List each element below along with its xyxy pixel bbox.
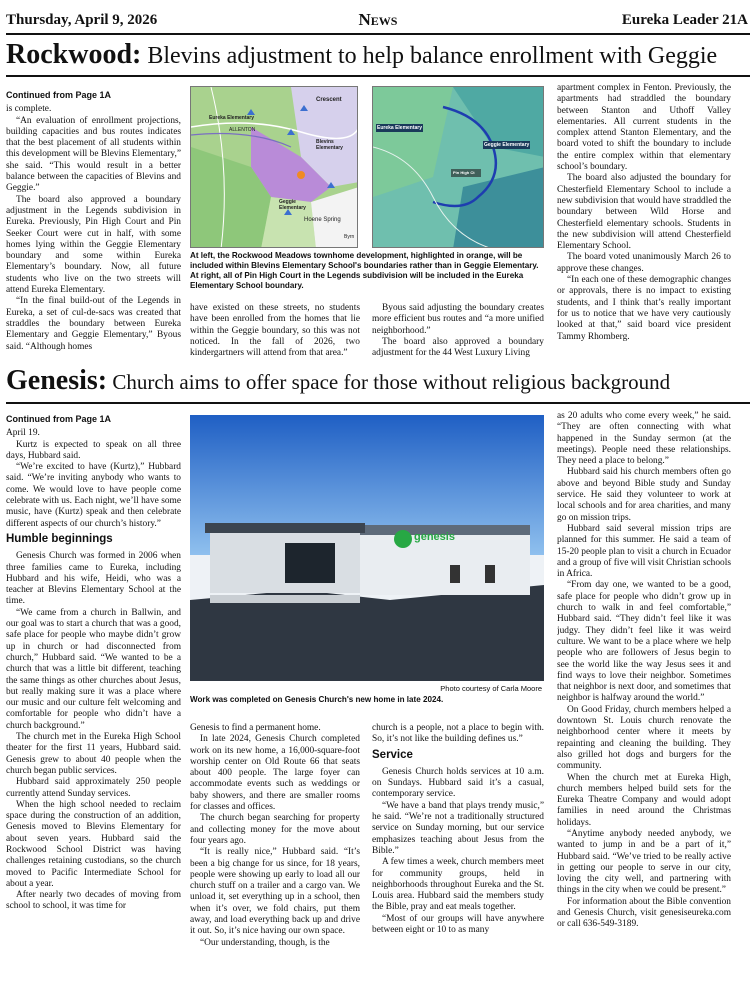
map-label: Eureka Elementary bbox=[209, 115, 255, 121]
paragraph: On Good Friday, church members helped a downtown St. Louis church renovate the neighborhood center where it meets by repainting and cleaning the building. They also grilled hot dogs and burgers for the community. bbox=[557, 704, 731, 772]
paragraph: In late 2024, Genesis Church completed work on its new home, a 16,000-square-foot worship center on Old Route 66 that seats about 400 people. The large foyer can accommodate events such as weddings or baby showers, and there are smaller rooms for classes and offices. bbox=[190, 734, 360, 813]
paragraph: “Most of our groups will have anywhere between eight or 10 to as many bbox=[372, 913, 544, 936]
paragraph: The board voted unanimously March 26 to approve these changes. bbox=[557, 252, 731, 274]
paragraph: “An evaluation of enrollment projections, building capacities and bus routes indicates that the best placement of all students within this development will be Blevins Elementary,” she said. “This would result in a better balance between the capacities of Blevins and Geggie.” bbox=[6, 115, 181, 194]
story2-col3 bbox=[372, 723, 544, 979]
page-folio: Eureka Leader 21A bbox=[621, 12, 748, 28]
map-label: Geggie Elementary bbox=[484, 142, 530, 148]
paragraph: April 19. bbox=[6, 428, 40, 439]
paragraph: A few times a week, church members meet for community groups, held in neighborhoods throughout Eureka and the St. Louis area. Hubbard said the members study the Bible, pray and eat meals together. bbox=[372, 857, 544, 913]
paragraph: have existed on these streets, no students have been enrolled from the homes that lie within the Geggie boundary, so this was not noticed. In the fall of 2026, two kindergartners will attend from that area.” bbox=[190, 303, 360, 359]
story2-col2 bbox=[190, 723, 360, 979]
paragraph: Hubbard said approximately 250 people currently attend Sunday services. bbox=[6, 777, 181, 799]
paragraph: church is a people, not a place to begin with. So, it’s not like the building defines us.” bbox=[372, 723, 544, 745]
map-label: Crescent bbox=[316, 97, 342, 103]
map-left bbox=[190, 86, 358, 248]
story2-kicker: Genesis: bbox=[6, 365, 108, 396]
story2-continued: Continued from Page 1A bbox=[6, 414, 112, 424]
map-label: Hoene Spring bbox=[304, 217, 341, 223]
story1-col3 bbox=[372, 303, 544, 359]
map-label: Blevins Elementary bbox=[316, 139, 343, 151]
map-left-graphic bbox=[191, 87, 358, 248]
map-label: Byrn bbox=[344, 234, 355, 240]
story1-continued: Continued from Page 1A bbox=[6, 90, 112, 100]
paragraph: Genesis to find a permanent home. bbox=[190, 723, 321, 733]
paragraph: The board also approved a boundary adjustment in the Legends subdivision in Eureka. Previously, Pin High Court and Pin Seeker Court were cut in half, with some homes lying within the Geggie Elementary boundary and some within Eureka Elementary’s boundary. Now, all future students who live on the two streets will attend Eureka Elementary. bbox=[6, 194, 181, 296]
map-label: Geggie Elementary bbox=[279, 199, 306, 211]
story1-rule bbox=[6, 75, 750, 77]
paragraph: The board also approved a boundary adjustment for the 44 West Luxury Living bbox=[372, 336, 544, 359]
story2-col1 bbox=[6, 414, 181, 979]
paragraph: is complete. bbox=[6, 104, 52, 115]
story1-kicker: Rockwood: bbox=[6, 39, 142, 70]
paragraph: When the high school needed to reclaim space during the construction of an addition, Genesis moved to Blevins Elementary for about seven years. Hubbard said the Rockwood School District was having challenges retaining custodians, so the church moved to Pacific Intermediate School for about a year. bbox=[6, 799, 181, 889]
church-sign: genesis bbox=[414, 531, 455, 543]
paragraph: “From day one, we wanted to be a good, safe place for people who didn’t grow up in church to walk in and feel comfortable,” Hubbard said. “They didn’t feel like it was judgy. They didn’t feel like it was weird culture. We want to be a place where we help people who are followers of Jesus begin to see the world like the way Jesus sees it and find ways to love their neighbor. Sometimes that neighbor is next door, and sometimes that neighbor is halfway around the world.” bbox=[557, 580, 731, 704]
paragraph: For information about the Bible convention and Genesis Church, visit genesiseureka.com or call 636-549-3189. bbox=[557, 896, 731, 930]
subhead-service: Service bbox=[372, 748, 413, 761]
paragraph: “It is really nice,” Hubbard said. “It’s been a big change for us since, for 18 years, people were showing up early to load all our church stuff on a trailer and a cargo van. We unload it, set everything up in a school, then when it’s over, we fold chairs, put them away, and load everything back up and drive it out. So, it’s nice having our own space. bbox=[190, 847, 360, 937]
paragraph: apartment complex in Fenton. Previously, the apartments had straddled the boundary between Stanton and Uthoff Valley elementaries. All current students in the complex attend Stanton Elementary, and the board voted to shift the boundary to include the entire complex within that elementary school’s boundary. bbox=[557, 83, 731, 173]
paragraph: Hubbard said several mission trips are planned for this summer. He said a team of 15-20 people plan to visit a church in Ecuador and a group of five will visit Christian schools in Africa. bbox=[557, 523, 731, 580]
paragraph: “Anytime anybody needed anybody, we wanted to jump in and be a part of it,” Hubbard said. “We’ve tried to be really active in getting our people to serve in our city, loving the city well, and partnering with things in the city when we could be present.” bbox=[557, 828, 731, 896]
paragraph: Genesis Church holds services at 10 a.m. on Sundays. Hubbard said it’s a casual, contemporary service. bbox=[372, 766, 544, 800]
paragraph: “In the final build-out of the Legends in Eureka, a set of cul-de-sacs was created that straddles the boundary between Eureka Elementary and Geggie Elementary,” Byous said. “Although homes bbox=[6, 296, 181, 352]
story1-caption: At left, the Rockwood Meadows townhome development, highlighted in orange, will be included within Blevins Elementary School's boundaries rather than in Geggie Elementary. At right, all of Pin High Court in the Legends subdivision will be included in the Eureka Elementary School boundary. bbox=[190, 251, 539, 290]
story2-title: Church aims to offer space for those without religious background bbox=[112, 370, 671, 394]
story2-headline bbox=[6, 364, 670, 399]
subhead-humble-beginnings: Humble beginnings bbox=[6, 532, 113, 545]
paragraph: After nearly two decades of moving from school to school, it was time for bbox=[6, 890, 181, 912]
story1-col2 bbox=[190, 303, 360, 359]
story1-col4 bbox=[557, 83, 731, 360]
paragraph: The church began searching for property and collecting money for the move about four years ago. bbox=[190, 813, 360, 846]
church-photo-graphic bbox=[190, 415, 544, 681]
story1-headline bbox=[6, 38, 717, 73]
map-right bbox=[372, 86, 544, 248]
paragraph: as 20 adults who come every week,” he said. “They are often connecting with what happened in the Sunday sermon (at the meetings). People need these relationships. They need a place to belong.” bbox=[557, 411, 731, 467]
paragraph: “We’re excited to have (Kurtz),” Hubbard said. “We’re inviting anybody who wants to come. We would love to have people come celebrate with us. Each night, we’ll have some music, have (Kurtz) speak and then celebrate different aspects of our church’s history.” bbox=[6, 462, 181, 529]
story1-col1 bbox=[6, 90, 181, 360]
paragraph: Genesis Church was formed in 2006 when three families came to Eureka, including Hubbard and his wife, Heidi, who was a teacher at Blevins Elementary School at the time. bbox=[6, 551, 181, 607]
photo-credit: Photo courtesy of Carla Moore bbox=[440, 684, 542, 693]
paragraph: “Our understanding, though, is the bbox=[200, 937, 330, 948]
paragraph: The board also adjusted the boundary for Chesterfield Elementary School to include a new subdivision that would have straddled the boundary between Wild Horse and Chesterfield elementary schools. Students in the new subdivision will attend Chesterfield Elementary School. bbox=[557, 173, 731, 252]
paragraph: Kurtz is expected to speak on all three days, Hubbard said. bbox=[6, 439, 181, 461]
map-right-graphic bbox=[373, 87, 544, 248]
story2-rule bbox=[6, 402, 750, 404]
paragraph: Byous said adjusting the boundary creates more efficient bus routes and “a more unified neighborhood.” bbox=[372, 303, 544, 336]
section-name: News bbox=[358, 10, 398, 29]
header-rule bbox=[6, 33, 750, 35]
story2-col4 bbox=[557, 411, 731, 979]
map-label: ALLENTON bbox=[229, 127, 256, 133]
story2-caption: Work was completed on Genesis Church's new home in late 2024. bbox=[190, 695, 444, 704]
map-label: Pin High Ct bbox=[453, 170, 475, 175]
paragraph: “We have a band that plays trendy music,” he said. “We’re not a traditionally structured service on Sunday morning, but our service emphasizes teaching about Jesus from the Bible.” bbox=[372, 800, 544, 856]
church-photo bbox=[190, 415, 544, 681]
page-date: Thursday, April 9, 2026 bbox=[6, 12, 158, 28]
paragraph: The church met in the Eureka High School theater for the first 11 years, Hubbard said. Genesis grew to about 40 people when the church began public services. bbox=[6, 732, 181, 776]
paragraph: “In each one of these demographic changes or approvals, there is no impact to existing students, and I think that’s really important for us to notice that we have very cautiously looked at that,” said board vice president Tammy Rhomberg. bbox=[557, 275, 731, 342]
story1-title: Blevins adjustment to help balance enrollment with Geggie bbox=[147, 43, 718, 69]
paragraph: “We came from a church in Ballwin, and our goal was to start a church that was a good, safe place for people who maybe didn’t grow up in church or had disconnected from church,” Hubbard said. “We wanted to be a church that was a little bit different, teaching the same things as other churches about Jesus, but really making sure it was a place where our music and our culture felt welcoming and comfortable for people who didn’t have a church background.” bbox=[6, 607, 181, 731]
paragraph: Hubbard said his church members often go above and beyond Bible study and Sunday service. He said they volunteer to work at local schools and for area charities, and many go on mission trips. bbox=[557, 467, 731, 523]
map-label: Eureka Elementary bbox=[377, 125, 423, 131]
paragraph: When the church met at Eureka High, church members helped build sets for the Eureka Theatre Company and would adopt families in need around the Christmas holidays. bbox=[557, 772, 731, 828]
